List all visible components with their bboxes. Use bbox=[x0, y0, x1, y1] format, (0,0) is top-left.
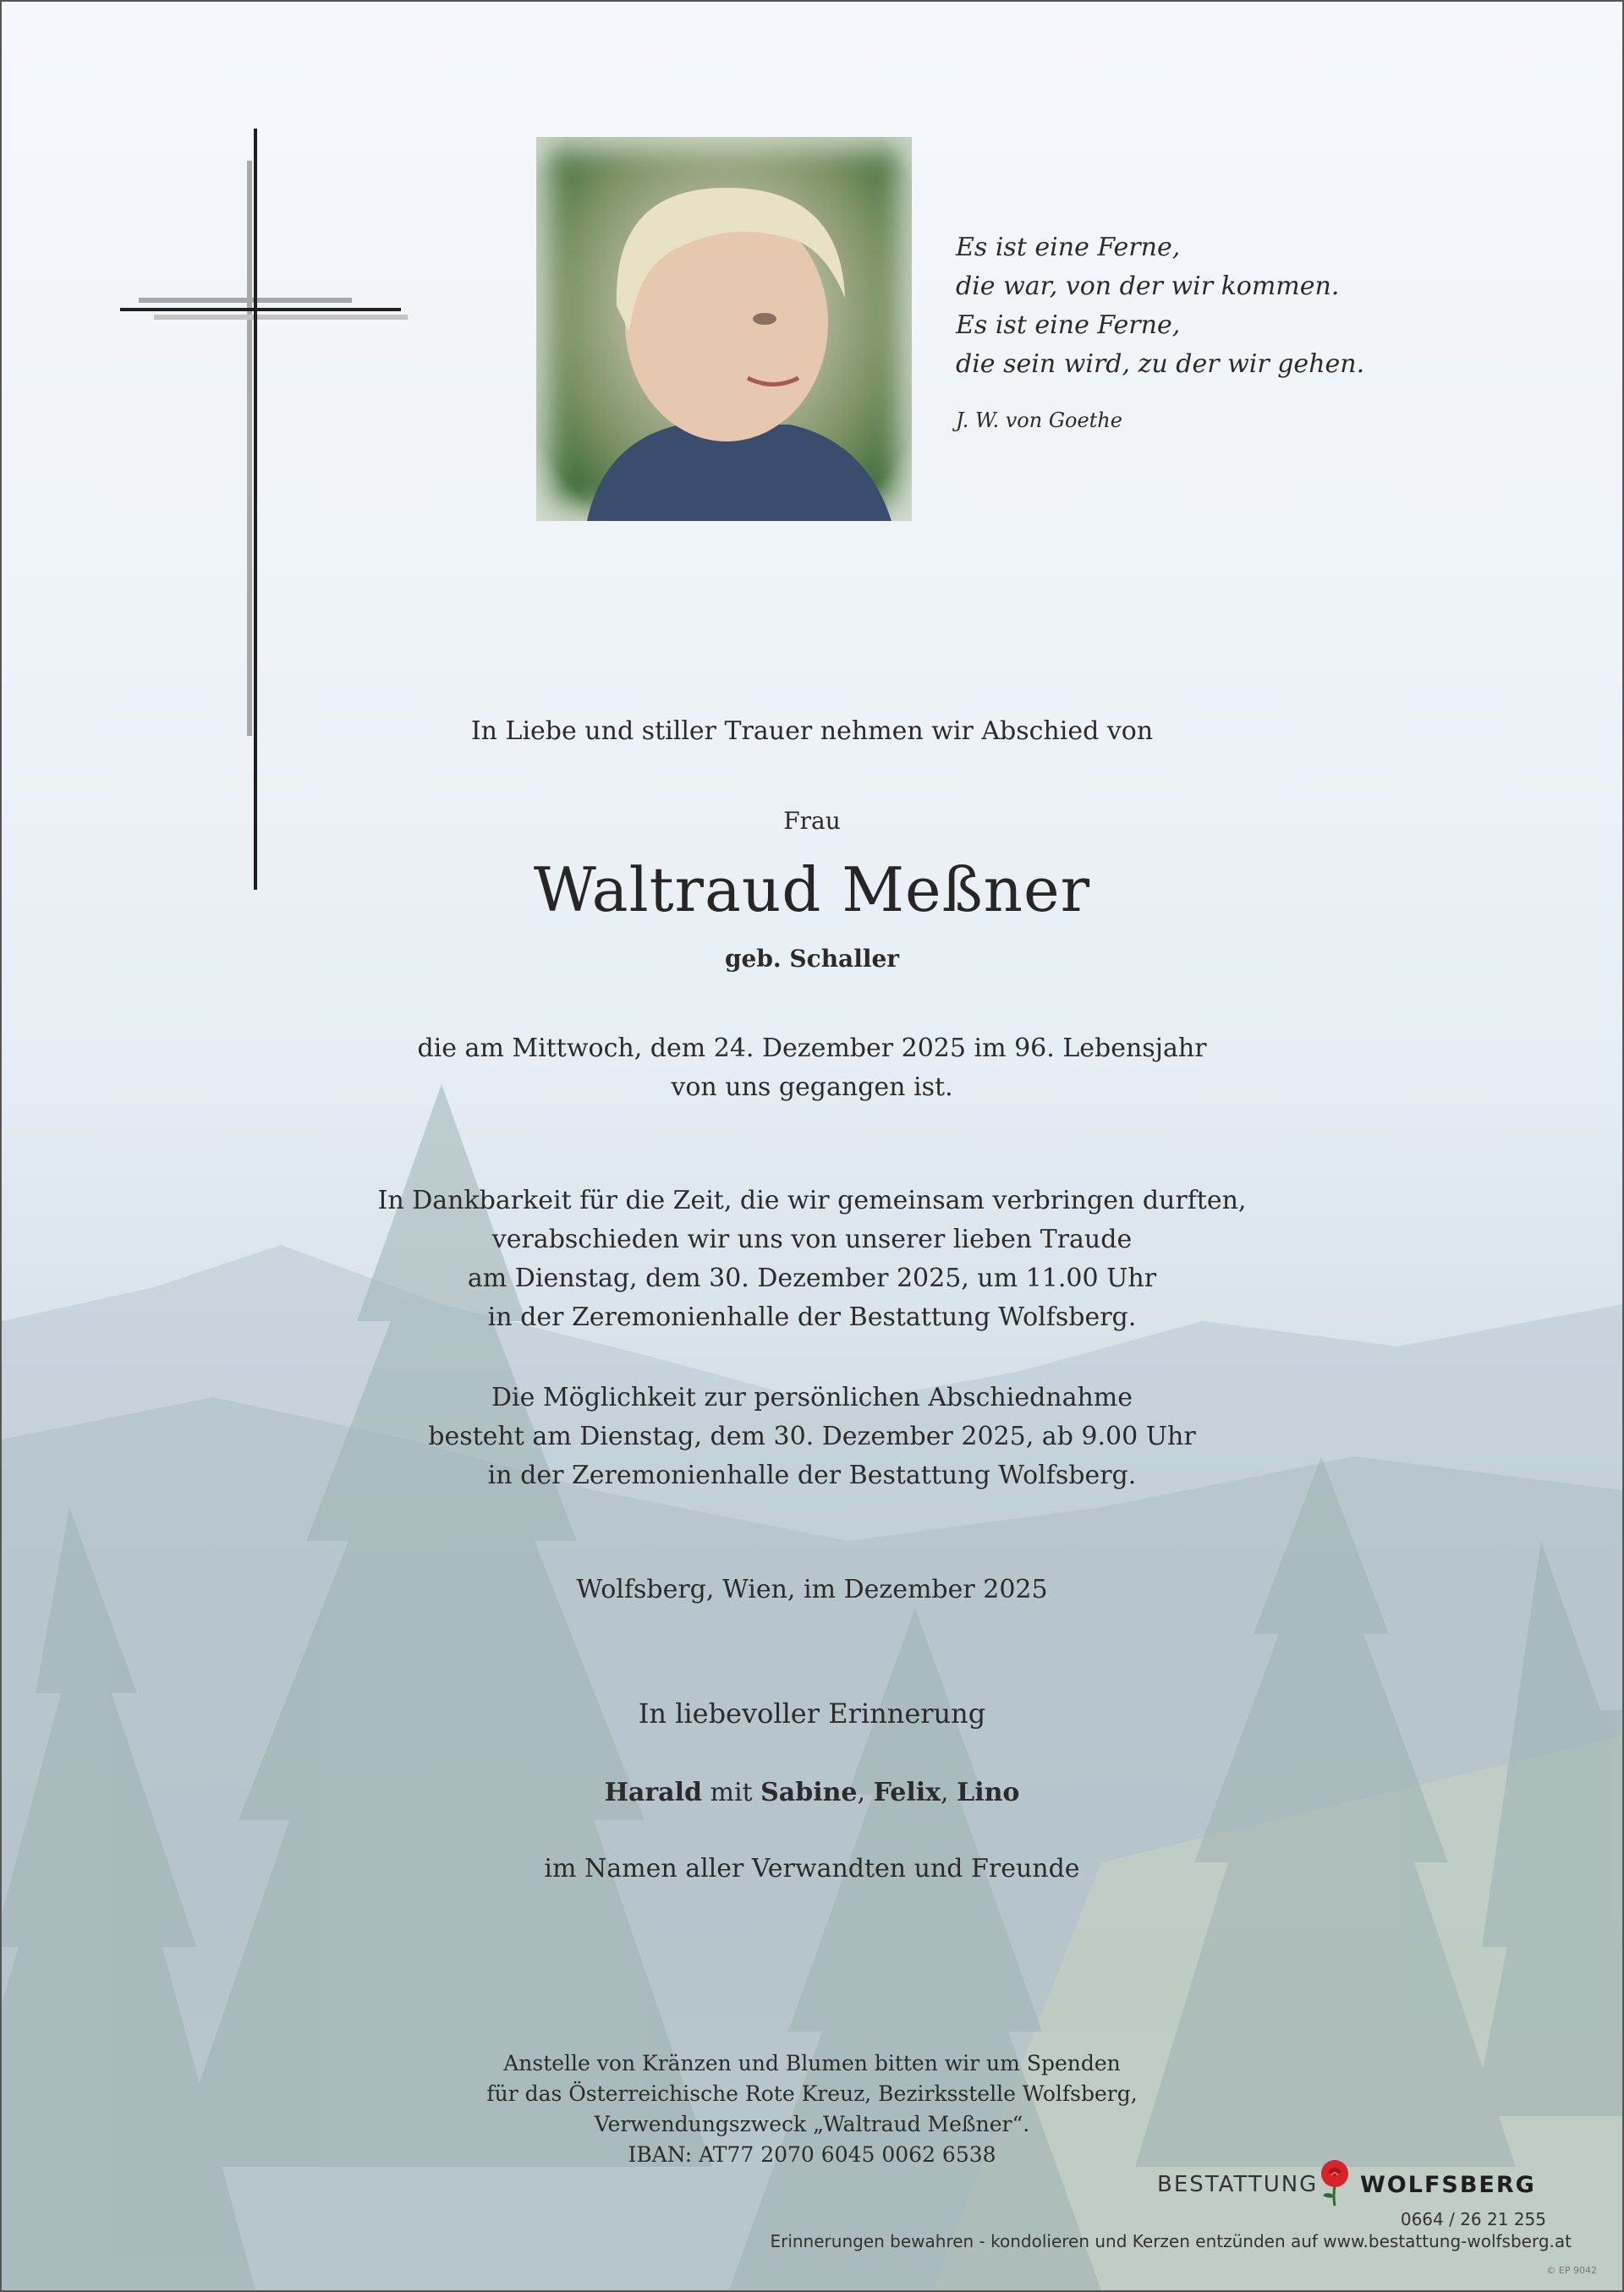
family-names bbox=[2, 1778, 1622, 1807]
cross-symbol bbox=[120, 129, 408, 890]
phone-number[interactable]: 0664 / 26 21 255 bbox=[1400, 2209, 1546, 2229]
family-joiner: , bbox=[857, 1778, 874, 1807]
maiden-name: geb. Schaller bbox=[724, 945, 900, 973]
poem-line: Es ist eine Ferne, bbox=[956, 233, 1181, 262]
deceased-name: Waltraud Meßner bbox=[533, 854, 1091, 925]
viewing-line: besteht am Dienstag, dem 30. Dezember 2025, ab 9.00 Uhr bbox=[428, 1422, 1196, 1451]
poem-quote bbox=[956, 228, 1463, 440]
logo-text-bestattung: BESTATTUNG bbox=[1157, 2172, 1319, 2197]
footer-website-note[interactable]: Erinnerungen bewahren - kondolieren und Kerzen entzünden auf www.bestattung-wolfsberg.at bbox=[770, 2231, 1572, 2251]
ceremony-line: am Dienstag, dem 30. Dezember 2025, um 11.00 Uhr bbox=[467, 1264, 1157, 1293]
family-name: Sabine bbox=[760, 1778, 858, 1807]
death-announcement bbox=[2, 1029, 1622, 1107]
family-name: Lino bbox=[957, 1778, 1020, 1807]
donation-line: Verwendungszweck „Waltraud Meßner“. bbox=[594, 2112, 1030, 2136]
ceremony-line: In Dankbarkeit für die Zeit, die wir gemeinsam verbringen durften, bbox=[377, 1186, 1247, 1215]
donation-line: für das Österreichische Rote Kreuz, Bezirksstelle Wolfsberg, bbox=[486, 2081, 1138, 2106]
salutation: Frau bbox=[783, 807, 841, 835]
viewing-text bbox=[2, 1379, 1622, 1495]
family-joiner: , bbox=[941, 1778, 957, 1807]
poem-line: Es ist eine Ferne, bbox=[956, 310, 1181, 340]
viewing-line: in der Zeremonienhalle der Bestattung Wolfsberg. bbox=[487, 1461, 1137, 1490]
rose-icon bbox=[1316, 2157, 1353, 2207]
death-line: von uns gegangen ist. bbox=[671, 1072, 953, 1102]
poem-author: J. W. von Goethe bbox=[956, 409, 1122, 432]
farewell-ceremony-text bbox=[2, 1182, 1622, 1337]
portrait-photo bbox=[536, 137, 912, 521]
family-name: Felix bbox=[873, 1778, 941, 1807]
donation-iban: IBAN: AT77 2070 6045 0062 6538 bbox=[628, 2142, 996, 2167]
poem-line: die sein wird, zu der wir gehen. bbox=[956, 349, 1365, 379]
ceremony-line: in der Zeremonienhalle der Bestattung Wolfsberg. bbox=[487, 1302, 1137, 1332]
memory-heading: In liebevoller Erinnerung bbox=[638, 1697, 986, 1730]
death-line: die am Mittwoch, dem 24. Dezember 2025 im 96. Lebensjahr bbox=[417, 1034, 1207, 1063]
place-date: Wolfsberg, Wien, im Dezember 2025 bbox=[576, 1575, 1048, 1604]
family-joiner: mit bbox=[701, 1778, 761, 1807]
viewing-line: Die Möglichkeit zur persönlichen Abschiednahme bbox=[491, 1383, 1133, 1412]
family-name: Harald bbox=[604, 1778, 702, 1807]
intro-text: In Liebe und stiller Trauer nehmen wir Abschied von bbox=[470, 716, 1154, 746]
ceremony-line: verabschieden wir uns von unserer lieben Traude bbox=[491, 1225, 1133, 1254]
logo-text-wolfsberg: WOLFSBERG bbox=[1360, 2172, 1536, 2198]
donation-note bbox=[2, 2048, 1622, 2170]
template-code: © EP 9042 bbox=[1546, 2265, 1597, 2276]
funeral-home-logo bbox=[1157, 2157, 1546, 2216]
donation-line: Anstelle von Kränzen und Blumen bitten wir um Spenden bbox=[503, 2051, 1121, 2075]
relatives-text: im Namen aller Verwandten und Freunde bbox=[544, 1854, 1080, 1883]
poem-line: die war, von der wir kommen. bbox=[956, 271, 1340, 301]
